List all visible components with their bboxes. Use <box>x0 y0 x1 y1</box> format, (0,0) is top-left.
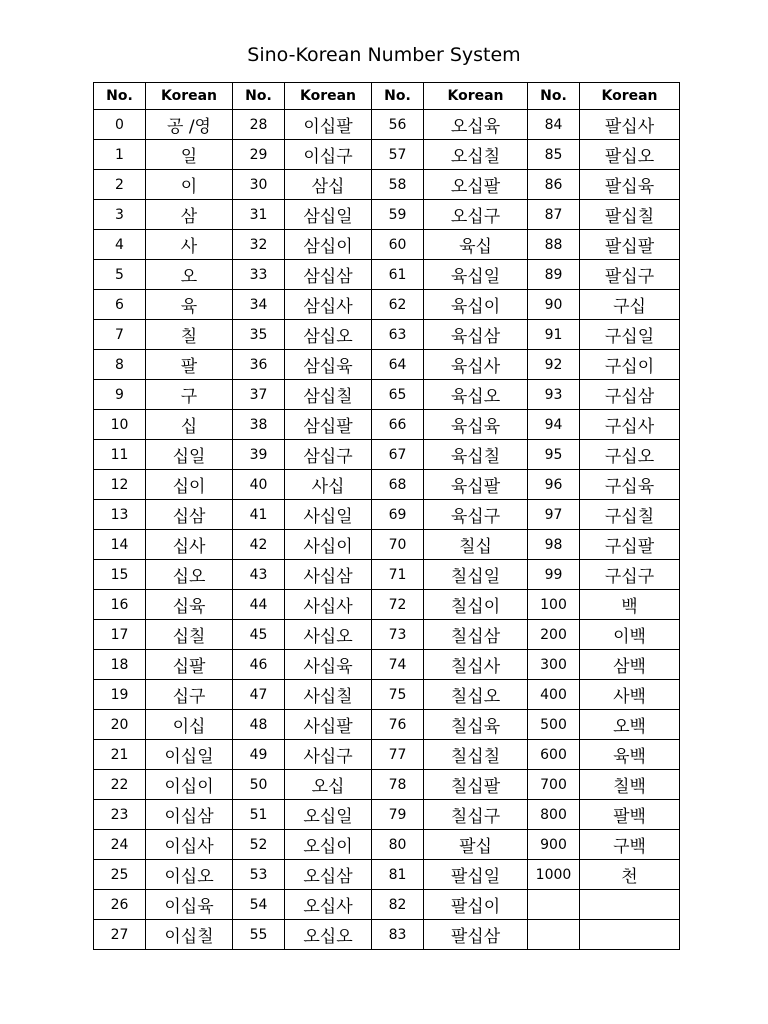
korean-cell: 칠십구 <box>424 800 528 830</box>
korean-cell: 십오 <box>146 560 233 590</box>
number-cell: 45 <box>233 620 285 650</box>
number-cell: 52 <box>233 830 285 860</box>
table-row <box>94 260 680 290</box>
number-table <box>93 82 680 950</box>
korean-cell: 삼십구 <box>285 440 372 470</box>
number-cell: 99 <box>528 560 580 590</box>
korean-cell: 삼십사 <box>285 290 372 320</box>
korean-cell: 구 <box>146 380 233 410</box>
table-row <box>94 230 680 260</box>
column-header: Korean <box>146 83 233 110</box>
korean-cell: 칠십이 <box>424 590 528 620</box>
korean-cell: 사십오 <box>285 620 372 650</box>
korean-cell: 육십팔 <box>424 470 528 500</box>
table-row <box>94 890 680 920</box>
korean-cell: 삼십팔 <box>285 410 372 440</box>
number-cell: 41 <box>233 500 285 530</box>
korean-cell: 천 <box>580 860 680 890</box>
number-cell: 76 <box>372 710 424 740</box>
table-row <box>94 170 680 200</box>
korean-cell: 사십삼 <box>285 560 372 590</box>
korean-cell: 칠십육 <box>424 710 528 740</box>
number-cell: 500 <box>528 710 580 740</box>
korean-cell: 이백 <box>580 620 680 650</box>
korean-cell: 팔십 <box>424 830 528 860</box>
number-cell: 81 <box>372 860 424 890</box>
number-cell: 92 <box>528 350 580 380</box>
korean-cell: 사십육 <box>285 650 372 680</box>
number-cell: 91 <box>528 320 580 350</box>
number-cell: 40 <box>233 470 285 500</box>
korean-cell: 사십일 <box>285 500 372 530</box>
korean-cell: 팔십일 <box>424 860 528 890</box>
number-cell: 62 <box>372 290 424 320</box>
korean-cell: 구십사 <box>580 410 680 440</box>
korean-cell: 칠십사 <box>424 650 528 680</box>
number-cell: 61 <box>372 260 424 290</box>
number-cell: 85 <box>528 140 580 170</box>
table-row <box>94 740 680 770</box>
korean-cell: 구십삼 <box>580 380 680 410</box>
korean-cell: 팔백 <box>580 800 680 830</box>
number-cell <box>528 920 580 950</box>
number-cell: 51 <box>233 800 285 830</box>
number-cell: 73 <box>372 620 424 650</box>
number-cell: 14 <box>94 530 146 560</box>
table-row <box>94 290 680 320</box>
korean-cell: 팔십구 <box>580 260 680 290</box>
korean-cell: 오십육 <box>424 110 528 140</box>
korean-cell: 이십오 <box>146 860 233 890</box>
number-cell: 94 <box>528 410 580 440</box>
korean-cell: 십칠 <box>146 620 233 650</box>
korean-cell: 팔십이 <box>424 890 528 920</box>
number-cell: 29 <box>233 140 285 170</box>
number-cell: 6 <box>94 290 146 320</box>
number-cell: 34 <box>233 290 285 320</box>
korean-cell: 사백 <box>580 680 680 710</box>
number-cell: 13 <box>94 500 146 530</box>
korean-cell: 팔십육 <box>580 170 680 200</box>
korean-cell: 오십오 <box>285 920 372 950</box>
korean-cell: 십이 <box>146 470 233 500</box>
number-cell: 67 <box>372 440 424 470</box>
korean-cell: 구십구 <box>580 560 680 590</box>
korean-cell: 칠백 <box>580 770 680 800</box>
number-cell: 17 <box>94 620 146 650</box>
number-cell: 21 <box>94 740 146 770</box>
number-cell: 93 <box>528 380 580 410</box>
korean-cell: 십 <box>146 410 233 440</box>
number-cell: 3 <box>94 200 146 230</box>
number-cell: 88 <box>528 230 580 260</box>
korean-cell: 오십구 <box>424 200 528 230</box>
column-header: No. <box>528 83 580 110</box>
number-cell: 36 <box>233 350 285 380</box>
korean-cell: 팔십칠 <box>580 200 680 230</box>
korean-cell: 칠십칠 <box>424 740 528 770</box>
number-cell: 15 <box>94 560 146 590</box>
korean-cell: 육 <box>146 290 233 320</box>
table-row <box>94 110 680 140</box>
number-cell: 56 <box>372 110 424 140</box>
number-cell: 11 <box>94 440 146 470</box>
number-cell: 98 <box>528 530 580 560</box>
number-cell: 38 <box>233 410 285 440</box>
number-cell: 35 <box>233 320 285 350</box>
number-cell: 80 <box>372 830 424 860</box>
number-cell: 64 <box>372 350 424 380</box>
number-cell: 16 <box>94 590 146 620</box>
number-cell: 1000 <box>528 860 580 890</box>
korean-cell: 삼십삼 <box>285 260 372 290</box>
page-title: Sino-Korean Number System <box>247 44 521 66</box>
number-cell: 68 <box>372 470 424 500</box>
korean-cell: 이 <box>146 170 233 200</box>
number-cell: 30 <box>233 170 285 200</box>
number-cell: 1 <box>94 140 146 170</box>
table-row <box>94 830 680 860</box>
number-cell: 53 <box>233 860 285 890</box>
number-cell: 10 <box>94 410 146 440</box>
korean-cell: 십사 <box>146 530 233 560</box>
korean-cell: 오십삼 <box>285 860 372 890</box>
number-cell: 79 <box>372 800 424 830</box>
number-cell: 20 <box>94 710 146 740</box>
korean-cell: 구십칠 <box>580 500 680 530</box>
number-cell: 58 <box>372 170 424 200</box>
korean-cell: 이십사 <box>146 830 233 860</box>
number-cell: 86 <box>528 170 580 200</box>
korean-cell: 삼십 <box>285 170 372 200</box>
number-cell: 12 <box>94 470 146 500</box>
korean-cell: 칠십팔 <box>424 770 528 800</box>
korean-cell: 육십이 <box>424 290 528 320</box>
korean-cell: 육십오 <box>424 380 528 410</box>
number-cell: 96 <box>528 470 580 500</box>
number-cell: 9 <box>94 380 146 410</box>
korean-cell <box>580 890 680 920</box>
korean-cell: 삼십이 <box>285 230 372 260</box>
number-cell: 47 <box>233 680 285 710</box>
korean-cell: 삼십일 <box>285 200 372 230</box>
number-cell: 4 <box>94 230 146 260</box>
number-cell: 37 <box>233 380 285 410</box>
table-row <box>94 800 680 830</box>
number-cell: 700 <box>528 770 580 800</box>
table-row <box>94 380 680 410</box>
korean-cell: 이십팔 <box>285 110 372 140</box>
column-header: No. <box>372 83 424 110</box>
number-cell: 83 <box>372 920 424 950</box>
number-cell: 59 <box>372 200 424 230</box>
korean-cell: 이십육 <box>146 890 233 920</box>
number-cell: 82 <box>372 890 424 920</box>
korean-cell: 칠십일 <box>424 560 528 590</box>
table-row <box>94 710 680 740</box>
korean-cell: 십삼 <box>146 500 233 530</box>
number-cell: 78 <box>372 770 424 800</box>
korean-cell: 팔십오 <box>580 140 680 170</box>
korean-cell: 팔십팔 <box>580 230 680 260</box>
number-cell: 27 <box>94 920 146 950</box>
number-cell: 2 <box>94 170 146 200</box>
number-cell: 66 <box>372 410 424 440</box>
number-cell: 23 <box>94 800 146 830</box>
column-header: No. <box>94 83 146 110</box>
number-cell: 33 <box>233 260 285 290</box>
number-cell: 600 <box>528 740 580 770</box>
korean-cell: 이십이 <box>146 770 233 800</box>
korean-cell: 십팔 <box>146 650 233 680</box>
number-cell: 54 <box>233 890 285 920</box>
number-cell: 900 <box>528 830 580 860</box>
korean-cell: 오 <box>146 260 233 290</box>
number-cell: 70 <box>372 530 424 560</box>
korean-cell: 사십팔 <box>285 710 372 740</box>
number-cell: 72 <box>372 590 424 620</box>
number-cell: 63 <box>372 320 424 350</box>
korean-cell: 구십일 <box>580 320 680 350</box>
korean-cell: 삼 <box>146 200 233 230</box>
number-cell: 19 <box>94 680 146 710</box>
number-cell: 48 <box>233 710 285 740</box>
number-cell: 18 <box>94 650 146 680</box>
number-cell: 57 <box>372 140 424 170</box>
number-cell: 75 <box>372 680 424 710</box>
number-cell: 300 <box>528 650 580 680</box>
number-cell: 71 <box>372 560 424 590</box>
number-cell: 8 <box>94 350 146 380</box>
korean-cell: 구십팔 <box>580 530 680 560</box>
number-cell: 39 <box>233 440 285 470</box>
number-cell: 90 <box>528 290 580 320</box>
number-cell: 0 <box>94 110 146 140</box>
table-row <box>94 470 680 500</box>
number-cell: 7 <box>94 320 146 350</box>
korean-cell: 사 <box>146 230 233 260</box>
korean-cell: 구십육 <box>580 470 680 500</box>
number-cell: 95 <box>528 440 580 470</box>
korean-cell: 칠십오 <box>424 680 528 710</box>
number-cell: 49 <box>233 740 285 770</box>
column-header: No. <box>233 83 285 110</box>
korean-cell: 오십사 <box>285 890 372 920</box>
number-cell: 43 <box>233 560 285 590</box>
korean-cell: 팔십사 <box>580 110 680 140</box>
number-cell: 46 <box>233 650 285 680</box>
column-header: Korean <box>424 83 528 110</box>
korean-cell: 구십오 <box>580 440 680 470</box>
korean-cell: 삼십육 <box>285 350 372 380</box>
korean-cell: 칠 <box>146 320 233 350</box>
korean-cell: 사십칠 <box>285 680 372 710</box>
korean-cell: 십구 <box>146 680 233 710</box>
table-row <box>94 320 680 350</box>
number-cell: 89 <box>528 260 580 290</box>
korean-cell: 팔십삼 <box>424 920 528 950</box>
korean-cell: 일 <box>146 140 233 170</box>
number-cell: 87 <box>528 200 580 230</box>
korean-cell: 육백 <box>580 740 680 770</box>
number-cell: 25 <box>94 860 146 890</box>
korean-cell: 구십이 <box>580 350 680 380</box>
korean-cell: 사십이 <box>285 530 372 560</box>
number-cell: 24 <box>94 830 146 860</box>
korean-cell: 팔 <box>146 350 233 380</box>
table-row <box>94 680 680 710</box>
korean-cell <box>580 920 680 950</box>
korean-cell: 사십 <box>285 470 372 500</box>
table-row <box>94 530 680 560</box>
number-cell: 42 <box>233 530 285 560</box>
korean-cell: 육십일 <box>424 260 528 290</box>
number-cell: 5 <box>94 260 146 290</box>
korean-cell: 삼십칠 <box>285 380 372 410</box>
number-cell: 77 <box>372 740 424 770</box>
number-cell: 97 <box>528 500 580 530</box>
number-cell: 50 <box>233 770 285 800</box>
korean-cell: 칠십삼 <box>424 620 528 650</box>
korean-cell: 공 /영 <box>146 110 233 140</box>
number-cell <box>528 890 580 920</box>
number-cell: 200 <box>528 620 580 650</box>
korean-cell: 사십구 <box>285 740 372 770</box>
korean-cell: 육십구 <box>424 500 528 530</box>
korean-cell: 오십 <box>285 770 372 800</box>
number-cell: 26 <box>94 890 146 920</box>
korean-cell: 이십 <box>146 710 233 740</box>
table-row <box>94 590 680 620</box>
korean-cell: 육십육 <box>424 410 528 440</box>
korean-cell: 육십 <box>424 230 528 260</box>
korean-cell: 오십이 <box>285 830 372 860</box>
korean-cell: 십육 <box>146 590 233 620</box>
korean-cell: 백 <box>580 590 680 620</box>
number-cell: 31 <box>233 200 285 230</box>
table-row <box>94 920 680 950</box>
table-row <box>94 650 680 680</box>
table-row <box>94 860 680 890</box>
korean-cell: 오십팔 <box>424 170 528 200</box>
korean-cell: 육십사 <box>424 350 528 380</box>
table-header-row <box>94 83 680 110</box>
korean-cell: 이십일 <box>146 740 233 770</box>
korean-cell: 오십일 <box>285 800 372 830</box>
korean-cell: 이십구 <box>285 140 372 170</box>
table-row <box>94 560 680 590</box>
number-cell: 100 <box>528 590 580 620</box>
table-row <box>94 410 680 440</box>
number-cell: 69 <box>372 500 424 530</box>
korean-cell: 이십칠 <box>146 920 233 950</box>
number-cell: 74 <box>372 650 424 680</box>
number-cell: 32 <box>233 230 285 260</box>
column-header: Korean <box>285 83 372 110</box>
korean-cell: 구십 <box>580 290 680 320</box>
korean-cell: 육십칠 <box>424 440 528 470</box>
number-cell: 22 <box>94 770 146 800</box>
korean-cell: 삼백 <box>580 650 680 680</box>
column-header: Korean <box>580 83 680 110</box>
table-row <box>94 200 680 230</box>
korean-cell: 구백 <box>580 830 680 860</box>
korean-cell: 오백 <box>580 710 680 740</box>
number-cell: 60 <box>372 230 424 260</box>
number-cell: 84 <box>528 110 580 140</box>
korean-cell: 오십칠 <box>424 140 528 170</box>
table-row <box>94 620 680 650</box>
korean-cell: 사십사 <box>285 590 372 620</box>
number-cell: 55 <box>233 920 285 950</box>
korean-cell: 삼십오 <box>285 320 372 350</box>
number-cell: 44 <box>233 590 285 620</box>
table-row <box>94 770 680 800</box>
table-row <box>94 350 680 380</box>
number-cell: 65 <box>372 380 424 410</box>
table-row <box>94 500 680 530</box>
korean-cell: 십일 <box>146 440 233 470</box>
table-row <box>94 440 680 470</box>
number-cell: 400 <box>528 680 580 710</box>
korean-cell: 이십삼 <box>146 800 233 830</box>
number-cell: 28 <box>233 110 285 140</box>
korean-cell: 육십삼 <box>424 320 528 350</box>
korean-cell: 칠십 <box>424 530 528 560</box>
table-row <box>94 140 680 170</box>
number-cell: 800 <box>528 800 580 830</box>
